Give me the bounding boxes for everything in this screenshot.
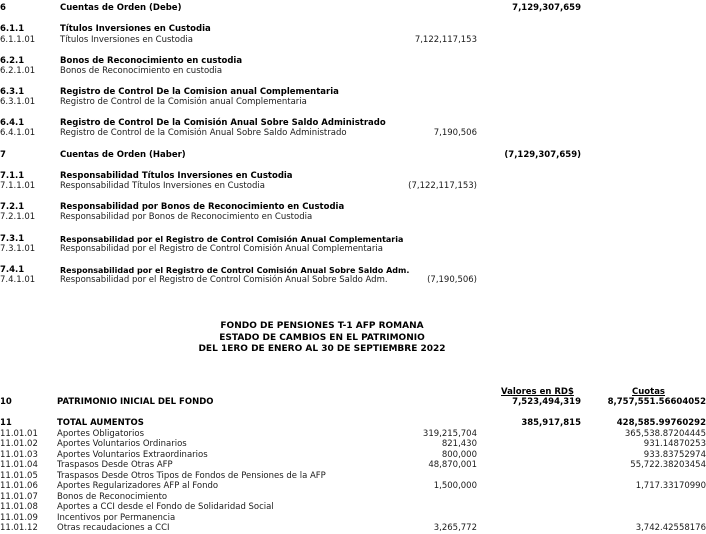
account-code: 6.2.1 — [0, 56, 25, 66]
table-row — [0, 3, 706, 14]
account-code: 7 — [0, 150, 6, 160]
account-description: Aportes a CCI desde el Fondo de Solidaridad Social — [57, 502, 274, 512]
account-description: Responsabilidad Títulos Inversiones en Custodia — [60, 181, 265, 191]
account-description: Responsabilidad por Bonos de Reconocimiento en Custodia — [60, 212, 313, 222]
header-valores: Valores en RD$ — [501, 387, 574, 397]
header-cuotas: Cuotas — [632, 387, 665, 397]
table-row — [0, 275, 706, 286]
account-description: Bonos de Reconocimiento en custodia — [60, 56, 243, 66]
account-description: Títulos Inversiones en Custodia — [60, 35, 193, 45]
account-code: 7.1.1 — [0, 171, 25, 181]
account-description: Registro de Control De la Comision anual Complementaria — [60, 87, 339, 97]
account-code: 7.1.1.01 — [0, 181, 36, 191]
account-description: Incentivos por Permanencia — [57, 513, 176, 523]
account-description: Responsabilidad por el Registro de Control Comisión Anual Complementaria — [60, 244, 383, 254]
account-code: 6.1.1.01 — [0, 35, 36, 45]
table-row — [0, 150, 706, 161]
account-code: 11.01.03 — [0, 450, 38, 460]
account-code: 7.4.1 — [0, 265, 25, 275]
account-description: Responsabilidad por Bonos de Reconocimiento en Custodia — [60, 202, 345, 212]
account-code: 6 — [0, 3, 6, 13]
account-description: Responsabilidad por el Registro de Control Comisión Anual Complementaria — [60, 235, 404, 244]
account-code: 11.01.12 — [0, 523, 38, 533]
account-code: 11.01.05 — [0, 471, 38, 481]
account-code: 7.3.1 — [0, 234, 25, 244]
table-row — [0, 24, 706, 35]
account-code: 11.01.04 — [0, 460, 38, 470]
amount-total: (7,129,307,659) — [504, 150, 581, 160]
account-code: 6.1.1 — [0, 24, 25, 34]
amount-detail: 1,500,000 — [433, 481, 477, 491]
amount-cuotas: 55,722.38203454 — [630, 460, 706, 470]
table-row — [0, 502, 706, 513]
table-row — [0, 460, 706, 471]
amount-total: 7,129,307,659 — [512, 3, 581, 13]
account-description: Registro de Control De la Comisión Anual Sobre Saldo Administrado — [60, 118, 386, 128]
report-title-fund: FONDO DE PENSIONES T-1 AFP ROMANA — [220, 321, 424, 331]
table-row — [0, 523, 706, 534]
amount-detail: 7,190,506 — [433, 128, 477, 138]
amount-cuotas: 1,717.33170990 — [635, 481, 706, 491]
account-code: 6.4.1 — [0, 118, 25, 128]
amount-cuotas: 3,742.42558176 — [635, 523, 706, 533]
account-description: TOTAL AUMENTOS — [57, 418, 144, 428]
amount-cuotas: 365,538.87204445 — [624, 429, 706, 439]
amount-cuotas: 933.83752974 — [643, 450, 706, 460]
account-code: 11.01.07 — [0, 492, 38, 502]
amount-total: 385,917,815 — [521, 418, 581, 428]
table-row — [0, 128, 706, 139]
account-code: 6.2.1.01 — [0, 66, 36, 76]
account-code: 11.01.08 — [0, 502, 38, 512]
report-title-period: DEL 1ERO DE ENERO AL 30 DE SEPTIEMBRE 2022 — [198, 344, 446, 354]
table-row — [0, 439, 706, 450]
amount-detail: 48,870,001 — [428, 460, 477, 470]
account-code: 7.4.1.01 — [0, 275, 36, 285]
table-row — [0, 397, 706, 408]
account-code: 6.3.1.01 — [0, 97, 36, 107]
account-description: Bonos de Reconocimiento — [57, 492, 168, 502]
account-code: 6.3.1 — [0, 87, 25, 97]
account-description: Aportes Voluntarios Extraordinarios — [57, 450, 208, 460]
table-row — [0, 181, 706, 192]
account-description: Registro de Control de la Comisión Anual Sobre Saldo Administrado — [60, 128, 347, 138]
amount-total: 7,523,494,319 — [512, 397, 581, 407]
amount-detail: (7,122,117,153) — [408, 181, 477, 191]
account-description: Cuentas de Orden (Haber) — [60, 150, 186, 160]
account-code: 11.01.01 — [0, 429, 38, 439]
table-row — [0, 418, 706, 429]
account-description: Aportes Regularizadores AFP al Fondo — [57, 481, 219, 491]
amount-cuotas: 428,585.99760292 — [616, 418, 706, 428]
account-description: Aportes Obligatorios — [57, 429, 145, 439]
account-description: Registro de Control de la Comisión anual Complementaria — [60, 97, 307, 107]
account-description: Títulos Inversiones en Custodia — [60, 24, 211, 34]
account-description: Cuentas de Orden (Debe) — [60, 3, 182, 13]
account-description: Responsabilidad por el Registro de Control Comisión Anual Sobre Saldo Adm. — [60, 275, 388, 285]
account-description: Responsabilidad Títulos Inversiones en Custodia — [60, 171, 293, 181]
account-description: Traspasos Desde Otros Tipos de Fondos de Pensiones de la AFP — [57, 471, 326, 481]
table-row — [0, 35, 706, 46]
account-code: 11.01.06 — [0, 481, 38, 491]
account-description: Responsabilidad por el Registro de Control Comisión Anual Sobre Saldo Adm. — [60, 266, 410, 275]
account-description: Otras recaudaciones a CCI — [57, 523, 170, 533]
account-code: 11.01.09 — [0, 513, 38, 523]
table-row — [0, 66, 706, 77]
table-row — [0, 212, 706, 223]
account-code: 11 — [0, 418, 12, 428]
account-code: 7.3.1.01 — [0, 244, 36, 254]
table-row — [0, 244, 706, 255]
account-code: 6.4.1.01 — [0, 128, 36, 138]
account-code: 7.2.1.01 — [0, 212, 36, 222]
amount-detail: 319,215,704 — [422, 429, 477, 439]
account-code: 7.2.1 — [0, 202, 25, 212]
account-description: Traspasos Desde Otras AFP — [57, 460, 173, 470]
amount-detail: (7,190,506) — [427, 275, 477, 285]
account-description: PATRIMONIO INICIAL DEL FONDO — [57, 397, 214, 407]
amount-detail: 800,000 — [441, 450, 477, 460]
table-row — [0, 97, 706, 108]
account-code: 10 — [0, 397, 12, 407]
amount-cuotas: 8,757,551.56604052 — [607, 397, 706, 407]
account-code: 11.01.02 — [0, 439, 38, 449]
report-title-statement: ESTADO DE CAMBIOS EN EL PATRIMONIO — [219, 333, 425, 343]
amount-detail: 7,122,117,153 — [414, 35, 477, 45]
amount-detail: 3,265,772 — [433, 523, 477, 533]
amount-cuotas: 931.14870253 — [643, 439, 706, 449]
account-description: Bonos de Reconocimiento en custodia — [60, 66, 223, 76]
amount-detail: 821,430 — [441, 439, 477, 449]
table-row — [0, 481, 706, 492]
account-description: Aportes Voluntarios Ordinarios — [57, 439, 187, 449]
